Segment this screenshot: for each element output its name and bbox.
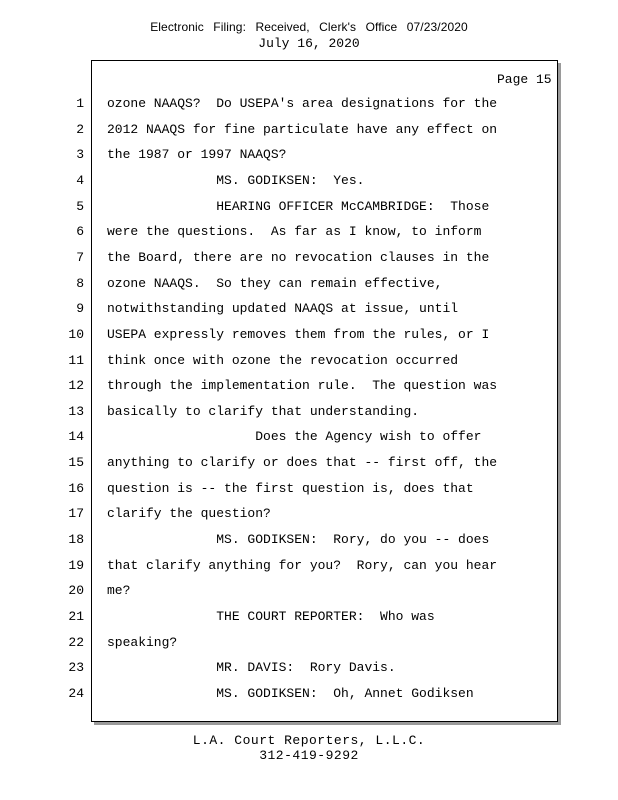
transcript-line [0, 398, 600, 424]
line-number: 4 [76, 172, 84, 188]
reporter-company: L.A. Court Reporters, L.L.C. [192, 733, 426, 748]
line-text: the 1987 or 1997 NAAQS? [107, 147, 287, 163]
line-text: MS. GODIKSEN: Oh, Annet Godiksen [107, 685, 474, 701]
line-number: 14 [68, 429, 84, 445]
line-text: ozone NAAQS. So they can remain effective, [107, 275, 443, 291]
transcript-line [0, 475, 600, 501]
transcript-line [0, 526, 600, 552]
filing-stamp: Electronic Filing: Received, Clerk's Office 07/23/2020 [150, 20, 468, 34]
transcript-line [0, 449, 600, 475]
line-text: think once with ozone the revocation occurred [107, 352, 459, 368]
line-text: Does the Agency wish to offer [107, 429, 482, 445]
footer [0, 733, 618, 763]
transcript-line [0, 347, 600, 373]
line-number: 23 [68, 660, 84, 676]
line-text: THE COURT REPORTER: Who was [107, 609, 435, 624]
transcript-line [0, 116, 600, 142]
line-number: 21 [68, 609, 84, 624]
transcript-line [0, 141, 600, 167]
transcript-date: July 16, 2020 [258, 36, 360, 51]
line-number: 22 [68, 634, 84, 650]
line-number: 6 [76, 224, 84, 240]
line-text: were the questions. As far as I know, to inform [107, 224, 482, 240]
transcript-line [0, 629, 600, 655]
transcript-line [0, 270, 600, 296]
line-number: 19 [68, 557, 84, 573]
transcript-line [0, 90, 600, 116]
line-text: notwithstanding updated NAAQS at issue, until [107, 301, 459, 317]
reporter-phone: 312-419-9292 [259, 748, 359, 763]
line-text: 2012 NAAQS for fine particulate have any effect on [107, 121, 498, 137]
line-text: that clarify anything for you? Rory, can you hear [107, 557, 498, 573]
line-text: HEARING OFFICER McCAMBRIDGE: Those [107, 198, 490, 214]
line-number: 8 [76, 275, 84, 291]
transcript-line [0, 577, 600, 603]
transcript-line [0, 321, 600, 347]
transcript-line [0, 500, 600, 526]
line-text: clarify the question? [107, 506, 271, 522]
transcript-line [0, 603, 600, 629]
line-text: speaking? [107, 634, 178, 650]
transcript-line [0, 372, 600, 398]
line-number: 16 [68, 480, 84, 496]
line-text: ozone NAAQS? Do USEPA's area designations for the [107, 96, 498, 111]
transcript-line [0, 423, 600, 449]
line-text: MS. GODIKSEN: Rory, do you -- does [107, 532, 490, 548]
line-text: the Board, there are no revocation clauses in the [107, 249, 490, 265]
transcript-line [0, 193, 600, 219]
line-number: 10 [68, 326, 84, 342]
line-number: 9 [76, 301, 84, 317]
line-text: me? [107, 583, 131, 599]
line-number: 17 [68, 506, 84, 522]
line-text: MR. DAVIS: Rory Davis. [107, 660, 396, 676]
page-number: Page 15 [497, 72, 552, 87]
line-number: 24 [68, 685, 84, 701]
transcript-line [0, 680, 600, 706]
transcript-line [0, 654, 600, 680]
line-number: 1 [76, 96, 84, 111]
line-number: 18 [68, 532, 84, 548]
transcript-line [0, 218, 600, 244]
line-text: through the implementation rule. The question was [107, 378, 498, 394]
line-text: MS. GODIKSEN: Yes. [107, 172, 365, 188]
line-number: 20 [68, 583, 84, 599]
line-number: 13 [68, 403, 84, 419]
line-number: 5 [76, 198, 84, 214]
transcript-line [0, 552, 600, 578]
line-text: USEPA expressly removes them from the rules, or I [107, 326, 490, 342]
line-number: 15 [68, 455, 84, 471]
line-number: 12 [68, 378, 84, 394]
line-text: question is -- the first question is, does that [107, 480, 474, 496]
line-text: anything to clarify or does that -- first off, the [107, 455, 498, 471]
transcript-line [0, 167, 600, 193]
line-number: 7 [76, 249, 84, 265]
transcript-line [0, 244, 600, 270]
line-number: 2 [76, 121, 84, 137]
transcript-line [0, 295, 600, 321]
line-text: basically to clarify that understanding. [107, 403, 420, 419]
line-number: 11 [68, 352, 84, 368]
line-number: 3 [76, 147, 84, 163]
